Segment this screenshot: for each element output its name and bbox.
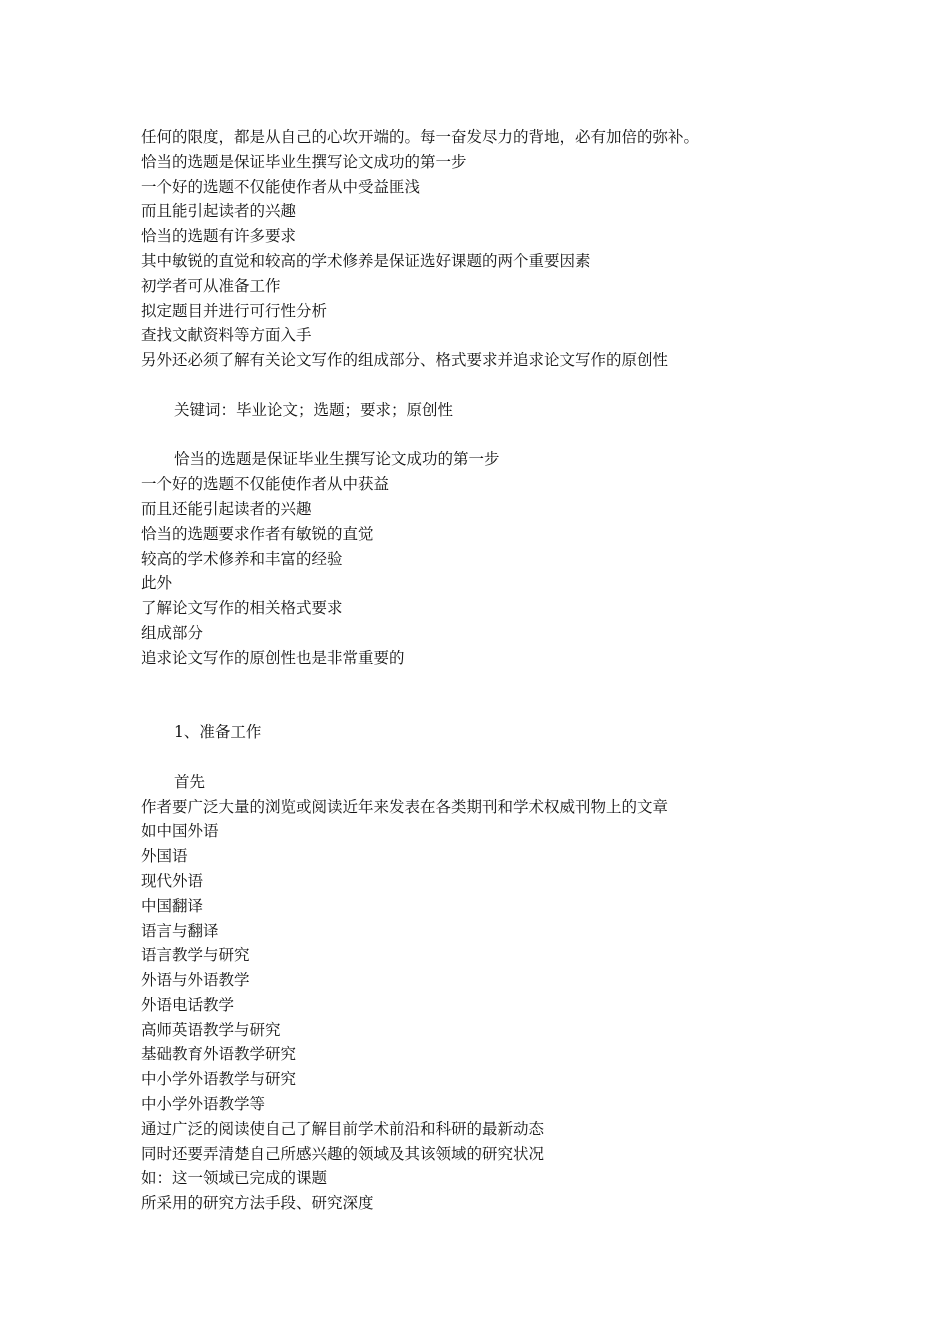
text-line: 另外还必须了解有关论文写作的组成部分、格式要求并追求论文写作的原创性	[141, 351, 669, 370]
text-line: 首先	[174, 772, 206, 791]
text-line: 语言与翻译	[141, 921, 219, 940]
document-page	[141, 125, 841, 1216]
text-line: 语言教学与研究	[141, 946, 250, 965]
text-line: 外国语	[141, 847, 188, 866]
text-line: 了解论文写作的相关格式要求	[141, 599, 343, 618]
text-line: 此外	[141, 574, 173, 593]
text-line: 一个好的选题不仅能使作者从中获益	[141, 475, 390, 494]
text-line: 追求论文写作的原创性也是非常重要的	[141, 648, 405, 667]
text-line: 一个好的选题不仅能使作者从中受益匪浅	[141, 177, 421, 196]
text-line: 外语与外语教学	[141, 971, 250, 990]
text-line: 中小学外语教学与研究	[141, 1070, 297, 1089]
spacer	[141, 745, 841, 770]
section-body	[141, 770, 841, 1216]
text-line: 同时还要弄清楚自己所感兴趣的领域及其该领域的研究状况	[141, 1144, 545, 1163]
text-line: 恰当的选题有许多要求	[141, 227, 297, 246]
abstract-block	[141, 125, 841, 373]
text-line: 所采用的研究方法手段、研究深度	[141, 1194, 374, 1213]
text-line: 初学者可从准备工作	[141, 276, 281, 295]
text-line: 恰当的选题要求作者有敏锐的直觉	[141, 524, 374, 543]
section-heading: 1、准备工作	[174, 723, 262, 742]
text-line: 组成部分	[141, 623, 204, 642]
text-line: 现代外语	[141, 871, 204, 890]
text-line: 恰当的选题是保证毕业生撰写论文成功的第一步	[141, 152, 467, 171]
text-line: 基础教育外语教学研究	[141, 1045, 297, 1064]
text-line: 较高的学术修养和丰富的经验	[141, 549, 343, 568]
text-line: 查找文献资料等方面入手	[141, 326, 312, 345]
text-line: 通过广泛的阅读使自己了解目前学术前沿和科研的最新动态	[141, 1119, 545, 1138]
text-line: 中国翻译	[141, 896, 204, 915]
text-line: 而且还能引起读者的兴趣	[141, 499, 312, 518]
text-line: 外语电话教学	[141, 995, 235, 1014]
text-line: 而且能引起读者的兴趣	[141, 202, 297, 221]
spacer	[141, 373, 841, 398]
keywords-line: 关键词：毕业论文；选题；要求；原创性	[174, 400, 454, 419]
text-line: 高师英语教学与研究	[141, 1020, 281, 1039]
spacer	[141, 423, 841, 448]
text-line: 其中敏锐的直觉和较高的学术修养是保证选好课题的两个重要因素	[141, 251, 591, 270]
text-line: 任何的限度，都是从自己的心坎开端的。每一奋发尽力的背地，必有加倍的弥补。	[141, 128, 700, 146]
text-line: 如中国外语	[141, 822, 219, 841]
intro-block	[141, 447, 841, 670]
spacer	[141, 671, 841, 721]
text-line: 拟定题目并进行可行性分析	[141, 301, 328, 320]
text-line: 中小学外语教学等	[141, 1095, 266, 1114]
text-line: 作者要广泛大量的浏览或阅读近年来发表在各类期刊和学术权威刊物上的文章	[141, 797, 669, 816]
text-line: 如：这一领域已完成的课题	[141, 1169, 328, 1188]
text-line: 恰当的选题是保证毕业生撰写论文成功的第一步	[174, 450, 500, 469]
